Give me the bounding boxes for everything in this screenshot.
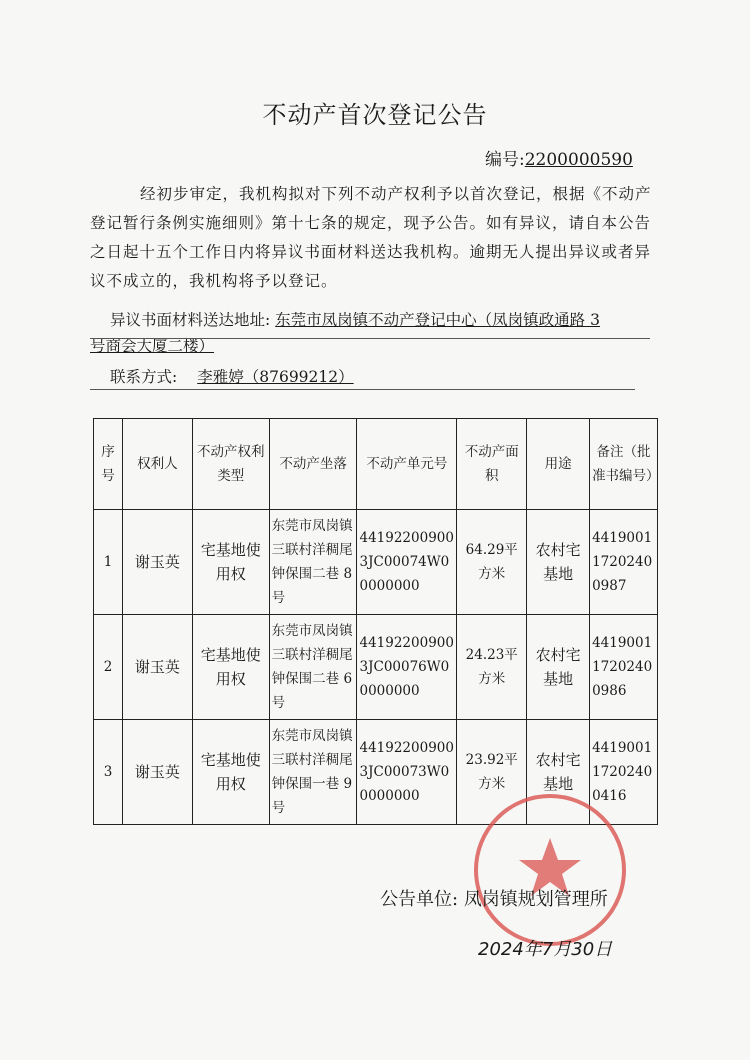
- registration-table: [93, 418, 658, 825]
- header-cell: 不动产单元号: [357, 419, 457, 510]
- address-label: 异议书面材料送达地址:: [110, 311, 271, 329]
- contact: [110, 365, 354, 387]
- header-cell: 用途: [527, 419, 590, 510]
- objection-address: [90, 307, 650, 359]
- note-cell: 441900117202400416: [590, 720, 658, 825]
- intro-paragraph: 经初步审定，我机构拟对下列不动产权利予以首次登记，根据《不动产登记暂行条例实施细则》第十七条的规定，现予公告。如有异议，请自本公告之日起十五个工作日内将异议书面材料送达我机构。逾期无人提出异议或者异议不成立的，我机构将予以登记。: [90, 185, 652, 290]
- address-line2: 号商会大厦二楼）: [90, 337, 215, 355]
- use-cell: 农村宅基地: [527, 510, 590, 615]
- area-cell: 24.23平方米: [457, 615, 527, 720]
- contact-label: 联系方式:: [110, 368, 178, 386]
- use-cell: 农村宅基地: [527, 720, 590, 825]
- contact-value: 李雅婷（87699212）: [197, 368, 354, 386]
- header-cell: 权利人: [122, 419, 192, 510]
- contact-rule: [90, 389, 635, 390]
- unit-number-cell: 441922009003JC00074W00000000: [357, 510, 457, 615]
- area-cell: 23.92平方米: [457, 720, 527, 825]
- location-cell: 东莞市凤岗镇三联村洋稠尾钟保围一巷 9 号: [269, 720, 357, 825]
- announcer: [380, 885, 608, 911]
- header-cell: 备注（批准书编号）: [590, 419, 658, 510]
- unit-number-cell: 441922009003JC00073W00000000: [357, 720, 457, 825]
- page-title: 不动产首次登记公告: [262, 101, 488, 129]
- use-cell: 农村宅基地: [527, 615, 590, 720]
- location-cell: 东莞市凤岗镇三联村洋稠尾钟保围二巷 6 号: [269, 615, 357, 720]
- row-number: 3: [94, 720, 123, 825]
- row-number: 1: [94, 510, 123, 615]
- table-row: [94, 510, 658, 615]
- header-cell: 序号: [94, 419, 123, 510]
- location-cell: 东莞市凤岗镇三联村洋稠尾钟保围二巷 8 号: [269, 510, 357, 615]
- area-cell: 64.29平方米: [457, 510, 527, 615]
- doc-number: [485, 145, 633, 170]
- right-type-cell: 宅基地使用权: [192, 510, 269, 615]
- holder-cell: 谢玉英: [122, 615, 192, 720]
- table-header-row: [94, 419, 658, 510]
- address-line1: 东莞市凤岗镇不动产登记中心（凤岗镇政通路 3: [275, 311, 600, 329]
- header-cell: 不动产面积: [457, 419, 527, 510]
- note-cell: 441900117202400987: [590, 510, 658, 615]
- note-cell: 441900117202400986: [590, 615, 658, 720]
- doc-number-value: 2200000590: [524, 150, 633, 170]
- official-seal: [470, 790, 630, 950]
- header-cell: 不动产坐落: [269, 419, 357, 510]
- address-rule: [90, 338, 650, 339]
- header-cell: 不动产权利类型: [192, 419, 269, 510]
- table-row: [94, 615, 658, 720]
- doc-number-label: 编号:: [485, 150, 525, 170]
- right-type-cell: 宅基地使用权: [192, 720, 269, 825]
- unit-number-cell: 441922009003JC00076W00000000: [357, 615, 457, 720]
- right-type-cell: 宅基地使用权: [192, 615, 269, 720]
- announcer-value: 凤岗镇规划管理所: [463, 889, 608, 910]
- announcer-label: 公告单位:: [380, 889, 459, 910]
- holder-cell: 谢玉英: [122, 510, 192, 615]
- announcement-date: 2024年7月30日: [478, 939, 613, 960]
- row-number: 2: [94, 615, 123, 720]
- holder-cell: 谢玉英: [122, 720, 192, 825]
